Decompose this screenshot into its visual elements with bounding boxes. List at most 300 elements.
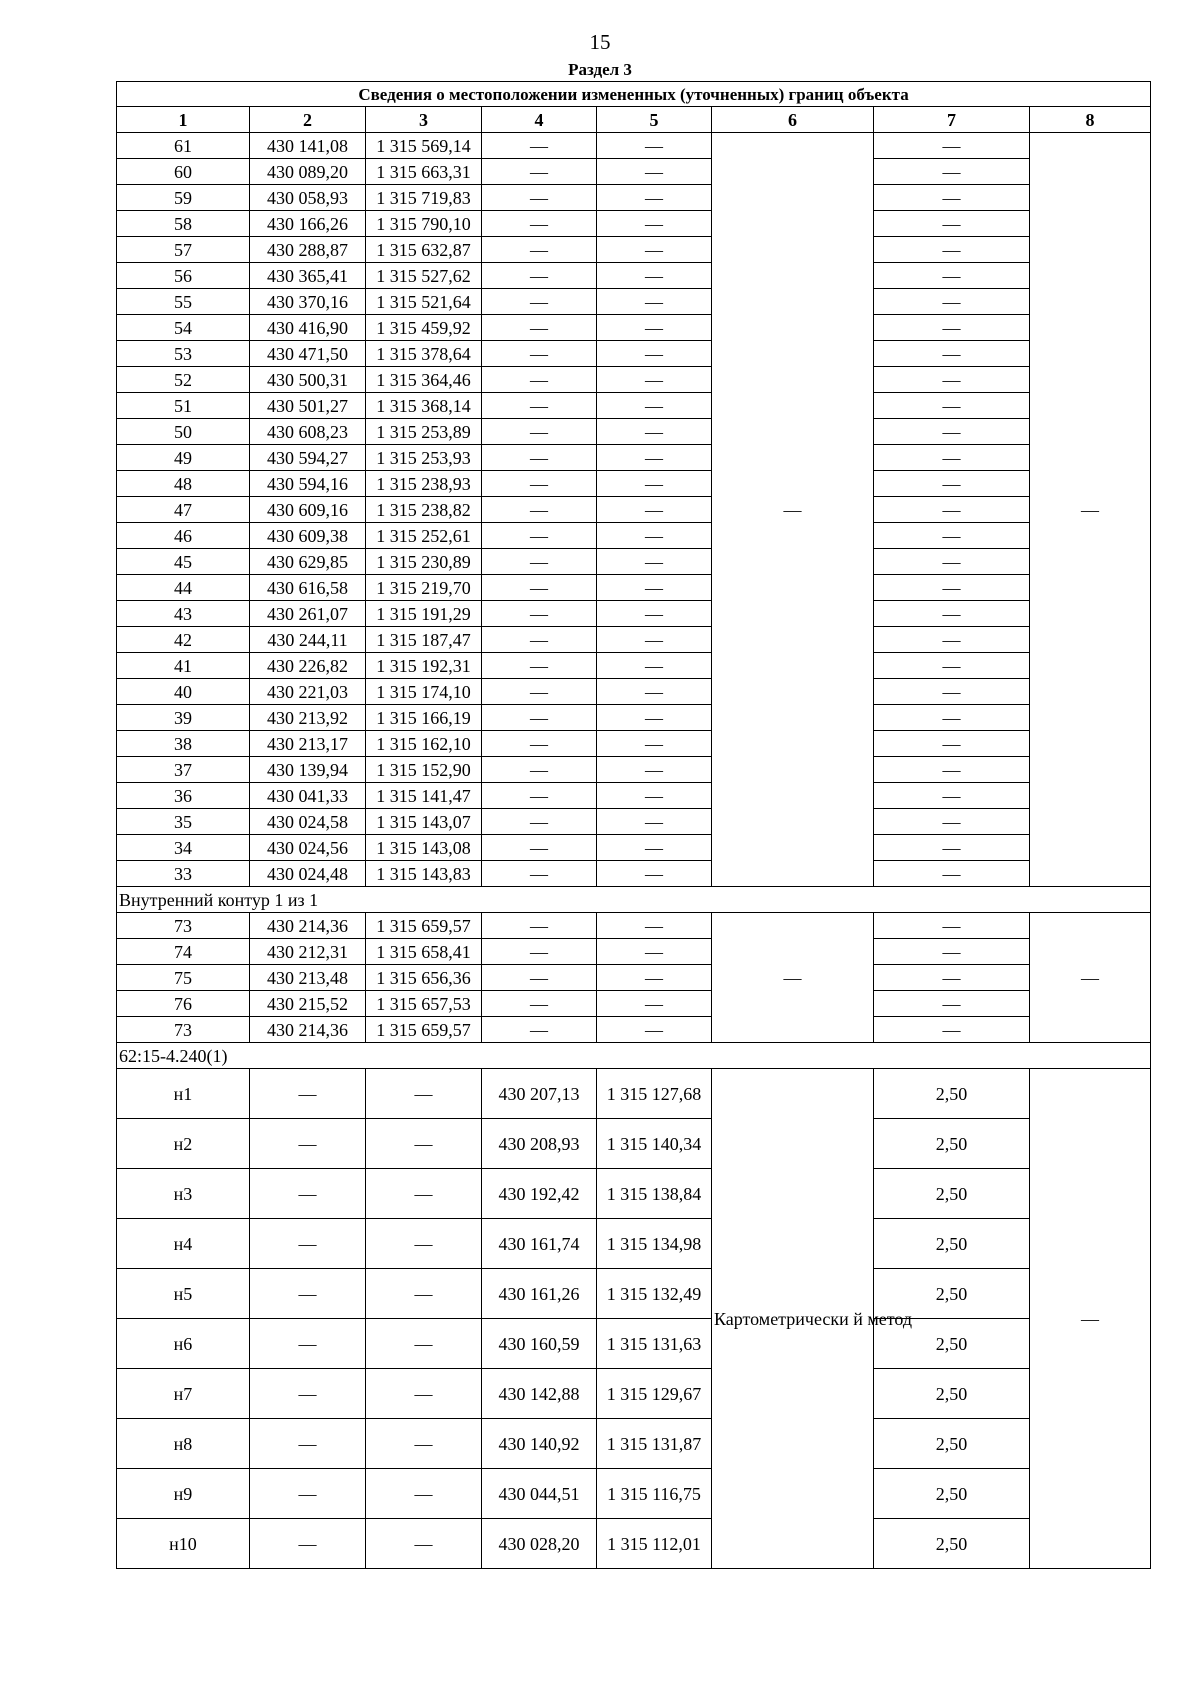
new-y-dash: — [597, 679, 712, 705]
new-y-dash: — [597, 393, 712, 419]
new-x-dash: — [482, 471, 597, 497]
table-row [117, 497, 1151, 523]
table-row [117, 185, 1151, 211]
old-y-dash: — [366, 1519, 482, 1569]
coordinate-y: 1 315 459,92 [366, 315, 482, 341]
point-number: н1 [117, 1069, 250, 1119]
accuracy-dash: — [874, 549, 1030, 575]
table-row [117, 393, 1151, 419]
coordinate-x: 430 024,58 [250, 809, 366, 835]
column-number-8: 8 [1030, 107, 1151, 133]
new-x-dash: — [482, 1017, 597, 1043]
point-number: 44 [117, 575, 250, 601]
accuracy-dash: — [874, 211, 1030, 237]
coordinate-x: 430 501,27 [250, 393, 366, 419]
point-number: 74 [117, 939, 250, 965]
old-x-dash: — [250, 1369, 366, 1419]
table-row [117, 757, 1151, 783]
new-y-dash: — [597, 1017, 712, 1043]
old-x-dash: — [250, 1269, 366, 1319]
column-number-4: 4 [482, 107, 597, 133]
new-coordinate-y: 1 315 140,34 [597, 1119, 712, 1169]
new-y-dash: — [597, 913, 712, 939]
coordinate-x: 430 215,52 [250, 991, 366, 1017]
accuracy-dash: — [874, 679, 1030, 705]
table-row [117, 263, 1151, 289]
table-row [117, 133, 1151, 159]
method-text: Картометрически й метод [712, 1069, 874, 1569]
new-x-dash: — [482, 263, 597, 289]
coordinate-x: 430 261,07 [250, 601, 366, 627]
new-y-dash: — [597, 367, 712, 393]
accuracy-dash: — [874, 471, 1030, 497]
new-y-dash: — [597, 653, 712, 679]
old-y-dash: — [366, 1119, 482, 1169]
new-x-dash: — [482, 159, 597, 185]
old-x-dash: — [250, 1119, 366, 1169]
new-x-dash: — [482, 653, 597, 679]
coordinate-x: 430 213,92 [250, 705, 366, 731]
coordinate-x: 430 609,16 [250, 497, 366, 523]
accuracy-dash: — [874, 627, 1030, 653]
point-number: 56 [117, 263, 250, 289]
new-y-dash: — [597, 549, 712, 575]
point-number: 47 [117, 497, 250, 523]
point-number: 58 [117, 211, 250, 237]
coordinate-x: 430 213,48 [250, 965, 366, 991]
table-row [117, 653, 1151, 679]
coordinate-y: 1 315 143,08 [366, 835, 482, 861]
point-number: 35 [117, 809, 250, 835]
coordinate-x: 430 213,17 [250, 731, 366, 757]
old-x-dash: — [250, 1219, 366, 1269]
new-y-dash: — [597, 445, 712, 471]
description-dash: — [1030, 1069, 1151, 1569]
accuracy-dash: — [874, 523, 1030, 549]
new-x-dash: — [482, 315, 597, 341]
new-x-dash: — [482, 835, 597, 861]
new-y-dash: — [597, 835, 712, 861]
table-row [117, 445, 1151, 471]
new-x-dash: — [482, 367, 597, 393]
new-x-dash: — [482, 237, 597, 263]
new-x-dash: — [482, 185, 597, 211]
old-x-dash: — [250, 1469, 366, 1519]
point-number: 75 [117, 965, 250, 991]
point-number: н3 [117, 1169, 250, 1219]
table-heading: Сведения о местоположении измененных (уточненных) границ объекта [117, 82, 1151, 107]
point-number: н7 [117, 1369, 250, 1419]
column-number-3: 3 [366, 107, 482, 133]
point-number: н4 [117, 1219, 250, 1269]
coordinate-y: 1 315 719,83 [366, 185, 482, 211]
table-row [117, 575, 1151, 601]
point-number: н10 [117, 1519, 250, 1569]
coordinate-y: 1 315 658,41 [366, 939, 482, 965]
accuracy-dash: — [874, 757, 1030, 783]
point-number: 46 [117, 523, 250, 549]
accuracy-dash: — [874, 237, 1030, 263]
method-dash: — [712, 913, 874, 1043]
accuracy-dash: — [874, 575, 1030, 601]
point-number: 51 [117, 393, 250, 419]
coordinate-y: 1 315 659,57 [366, 913, 482, 939]
table-row [117, 809, 1151, 835]
point-number: 50 [117, 419, 250, 445]
new-coordinate-x: 430 160,59 [482, 1319, 597, 1369]
coordinate-y: 1 315 253,89 [366, 419, 482, 445]
new-x-dash: — [482, 289, 597, 315]
new-coordinate-y: 1 315 131,87 [597, 1419, 712, 1469]
coordinate-x: 430 058,93 [250, 185, 366, 211]
accuracy-dash: — [874, 341, 1030, 367]
accuracy-value: 2,50 [874, 1369, 1030, 1419]
coordinate-y: 1 315 141,47 [366, 783, 482, 809]
point-number: 76 [117, 991, 250, 1017]
table-row [117, 783, 1151, 809]
point-number: 41 [117, 653, 250, 679]
new-y-dash: — [597, 601, 712, 627]
column-number-2: 2 [250, 107, 366, 133]
new-x-dash: — [482, 731, 597, 757]
column-number-7: 7 [874, 107, 1030, 133]
accuracy-dash: — [874, 861, 1030, 887]
coordinate-y: 1 315 656,36 [366, 965, 482, 991]
column-number-5: 5 [597, 107, 712, 133]
coordinate-x: 430 609,38 [250, 523, 366, 549]
accuracy-dash: — [874, 263, 1030, 289]
accuracy-dash: — [874, 705, 1030, 731]
accuracy-dash: — [874, 419, 1030, 445]
coordinate-x: 430 370,16 [250, 289, 366, 315]
new-y-dash: — [597, 341, 712, 367]
new-x-dash: — [482, 341, 597, 367]
table-row [117, 1369, 1151, 1419]
accuracy-dash: — [874, 965, 1030, 991]
point-number: 60 [117, 159, 250, 185]
table-row [117, 237, 1151, 263]
table-row [117, 939, 1151, 965]
point-number: 52 [117, 367, 250, 393]
table-row [117, 679, 1151, 705]
new-y-dash: — [597, 315, 712, 341]
accuracy-dash: — [874, 783, 1030, 809]
old-x-dash: — [250, 1069, 366, 1119]
accuracy-value: 2,50 [874, 1169, 1030, 1219]
point-number: 36 [117, 783, 250, 809]
new-y-dash: — [597, 263, 712, 289]
accuracy-value: 2,50 [874, 1069, 1030, 1119]
coordinate-x: 430 226,82 [250, 653, 366, 679]
coordinate-y: 1 315 166,19 [366, 705, 482, 731]
table-row [117, 315, 1151, 341]
table-row [117, 159, 1151, 185]
description-dash: — [1030, 913, 1151, 1043]
coordinate-x: 430 594,27 [250, 445, 366, 471]
table-row [117, 211, 1151, 237]
coordinate-y: 1 315 219,70 [366, 575, 482, 601]
new-y-dash: — [597, 523, 712, 549]
coordinate-x: 430 616,58 [250, 575, 366, 601]
table-row [117, 523, 1151, 549]
inner-contour-label: Внутренний контур 1 из 1 [117, 887, 1151, 913]
point-number: 38 [117, 731, 250, 757]
accuracy-value: 2,50 [874, 1219, 1030, 1269]
accuracy-dash: — [874, 939, 1030, 965]
method-dash: — [712, 133, 874, 887]
point-number: 42 [117, 627, 250, 653]
point-number: н8 [117, 1419, 250, 1469]
new-y-dash: — [597, 627, 712, 653]
coordinate-y: 1 315 663,31 [366, 159, 482, 185]
coordinate-x: 430 471,50 [250, 341, 366, 367]
new-coordinate-x: 430 044,51 [482, 1469, 597, 1519]
coordinate-x: 430 139,94 [250, 757, 366, 783]
coordinate-y: 1 315 152,90 [366, 757, 482, 783]
new-x-dash: — [482, 549, 597, 575]
new-x-dash: — [482, 523, 597, 549]
table-row [117, 1069, 1151, 1119]
coordinate-x: 430 244,11 [250, 627, 366, 653]
table-row [117, 1219, 1151, 1269]
accuracy-dash: — [874, 315, 1030, 341]
coordinate-y: 1 315 238,93 [366, 471, 482, 497]
new-y-dash: — [597, 211, 712, 237]
table-row [117, 471, 1151, 497]
old-y-dash: — [366, 1319, 482, 1369]
new-coordinate-y: 1 315 132,49 [597, 1269, 712, 1319]
point-number: 61 [117, 133, 250, 159]
new-y-dash: — [597, 575, 712, 601]
new-coordinate-x: 430 142,88 [482, 1369, 597, 1419]
coordinate-x: 430 500,31 [250, 367, 366, 393]
point-number: н2 [117, 1119, 250, 1169]
accuracy-value: 2,50 [874, 1469, 1030, 1519]
old-y-dash: — [366, 1169, 482, 1219]
coordinate-y: 1 315 364,46 [366, 367, 482, 393]
table-row [117, 627, 1151, 653]
point-number: 39 [117, 705, 250, 731]
coordinate-y: 1 315 527,62 [366, 263, 482, 289]
old-y-dash: — [366, 1469, 482, 1519]
new-coordinate-y: 1 315 112,01 [597, 1519, 712, 1569]
point-number: 73 [117, 1017, 250, 1043]
old-x-dash: — [250, 1319, 366, 1369]
new-y-dash: — [597, 705, 712, 731]
new-x-dash: — [482, 133, 597, 159]
parcel-label: 62:15-4.240(1) [117, 1043, 1151, 1069]
point-number: 73 [117, 913, 250, 939]
accuracy-value: 2,50 [874, 1119, 1030, 1169]
boundary-coordinates-table [116, 81, 1151, 1569]
point-number: 34 [117, 835, 250, 861]
table-row [117, 1319, 1151, 1369]
new-coordinate-x: 430 208,93 [482, 1119, 597, 1169]
new-x-dash: — [482, 445, 597, 471]
coordinate-x: 430 024,56 [250, 835, 366, 861]
point-number: н9 [117, 1469, 250, 1519]
coordinate-x: 430 166,26 [250, 211, 366, 237]
table-row [117, 1169, 1151, 1219]
new-x-dash: — [482, 419, 597, 445]
accuracy-dash: — [874, 289, 1030, 315]
accuracy-value: 2,50 [874, 1519, 1030, 1569]
table-row [117, 913, 1151, 939]
point-number: 57 [117, 237, 250, 263]
point-number: н6 [117, 1319, 250, 1369]
old-y-dash: — [366, 1069, 482, 1119]
new-y-dash: — [597, 991, 712, 1017]
coordinate-x: 430 365,41 [250, 263, 366, 289]
coordinate-x: 430 041,33 [250, 783, 366, 809]
new-y-dash: — [597, 965, 712, 991]
coordinate-y: 1 315 143,07 [366, 809, 482, 835]
new-x-dash: — [482, 861, 597, 887]
table-row [117, 861, 1151, 887]
coordinate-y: 1 315 657,53 [366, 991, 482, 1017]
new-x-dash: — [482, 965, 597, 991]
new-x-dash: — [482, 913, 597, 939]
accuracy-dash: — [874, 185, 1030, 211]
new-x-dash: — [482, 809, 597, 835]
coordinate-x: 430 089,20 [250, 159, 366, 185]
new-coordinate-x: 430 207,13 [482, 1069, 597, 1119]
coordinate-x: 430 221,03 [250, 679, 366, 705]
new-coordinate-x: 430 140,92 [482, 1419, 597, 1469]
table-row [117, 1269, 1151, 1319]
coordinate-x: 430 212,31 [250, 939, 366, 965]
point-number: 59 [117, 185, 250, 211]
coordinate-y: 1 315 632,87 [366, 237, 482, 263]
point-number: 55 [117, 289, 250, 315]
table-row [117, 965, 1151, 991]
table-row [117, 367, 1151, 393]
accuracy-dash: — [874, 991, 1030, 1017]
section-title: Раздел 3 [568, 60, 632, 79]
accuracy-value: 2,50 [874, 1319, 1030, 1369]
accuracy-dash: — [874, 653, 1030, 679]
old-y-dash: — [366, 1269, 482, 1319]
accuracy-dash: — [874, 445, 1030, 471]
coordinate-y: 1 315 192,31 [366, 653, 482, 679]
coordinate-y: 1 315 143,83 [366, 861, 482, 887]
point-number: 48 [117, 471, 250, 497]
coordinate-x: 430 594,16 [250, 471, 366, 497]
table-row [117, 1469, 1151, 1519]
coordinate-x: 430 141,08 [250, 133, 366, 159]
accuracy-dash: — [874, 601, 1030, 627]
new-x-dash: — [482, 211, 597, 237]
accuracy-dash: — [874, 835, 1030, 861]
new-y-dash: — [597, 289, 712, 315]
new-y-dash: — [597, 757, 712, 783]
accuracy-dash: — [874, 913, 1030, 939]
coordinate-y: 1 315 253,93 [366, 445, 482, 471]
old-y-dash: — [366, 1369, 482, 1419]
new-coordinate-y: 1 315 131,63 [597, 1319, 712, 1369]
point-number: н5 [117, 1269, 250, 1319]
table-row [117, 1419, 1151, 1469]
new-coordinate-y: 1 315 127,68 [597, 1069, 712, 1119]
coordinate-y: 1 315 368,14 [366, 393, 482, 419]
accuracy-dash: — [874, 497, 1030, 523]
new-coordinate-x: 430 192,42 [482, 1169, 597, 1219]
column-number-6: 6 [712, 107, 874, 133]
point-number: 40 [117, 679, 250, 705]
coordinate-y: 1 315 187,47 [366, 627, 482, 653]
old-x-dash: — [250, 1519, 366, 1569]
new-x-dash: — [482, 575, 597, 601]
point-number: 33 [117, 861, 250, 887]
new-y-dash: — [597, 159, 712, 185]
coordinate-x: 430 214,36 [250, 913, 366, 939]
new-y-dash: — [597, 731, 712, 757]
coordinate-y: 1 315 378,64 [366, 341, 482, 367]
new-x-dash: — [482, 939, 597, 965]
accuracy-dash: — [874, 367, 1030, 393]
coordinate-x: 430 214,36 [250, 1017, 366, 1043]
coordinate-x: 430 024,48 [250, 861, 366, 887]
new-x-dash: — [482, 783, 597, 809]
new-x-dash: — [482, 705, 597, 731]
new-y-dash: — [597, 185, 712, 211]
new-coordinate-x: 430 028,20 [482, 1519, 597, 1569]
accuracy-dash: — [874, 731, 1030, 757]
new-coordinate-y: 1 315 116,75 [597, 1469, 712, 1519]
new-y-dash: — [597, 783, 712, 809]
new-y-dash: — [597, 861, 712, 887]
new-y-dash: — [597, 809, 712, 835]
coordinate-y: 1 315 162,10 [366, 731, 482, 757]
new-coordinate-x: 430 161,74 [482, 1219, 597, 1269]
table-row [117, 731, 1151, 757]
table-row [117, 289, 1151, 315]
new-coordinate-y: 1 315 134,98 [597, 1219, 712, 1269]
coordinate-y: 1 315 521,64 [366, 289, 482, 315]
old-y-dash: — [366, 1219, 482, 1269]
description-dash: — [1030, 133, 1151, 887]
page-number: 15 [589, 30, 611, 54]
table-row [117, 1017, 1151, 1043]
accuracy-dash: — [874, 159, 1030, 185]
accuracy-dash: — [874, 1017, 1030, 1043]
coordinate-y: 1 315 252,61 [366, 523, 482, 549]
accuracy-value: 2,50 [874, 1419, 1030, 1469]
coordinate-y: 1 315 230,89 [366, 549, 482, 575]
coordinate-y: 1 315 191,29 [366, 601, 482, 627]
new-x-dash: — [482, 393, 597, 419]
new-x-dash: — [482, 627, 597, 653]
accuracy-dash: — [874, 809, 1030, 835]
coordinate-x: 430 608,23 [250, 419, 366, 445]
coordinate-y: 1 315 174,10 [366, 679, 482, 705]
new-coordinate-y: 1 315 129,67 [597, 1369, 712, 1419]
table-row [117, 341, 1151, 367]
point-number: 45 [117, 549, 250, 575]
new-y-dash: — [597, 237, 712, 263]
coordinate-y: 1 315 238,82 [366, 497, 482, 523]
accuracy-value: 2,50 [874, 1269, 1030, 1319]
table-row [117, 991, 1151, 1017]
column-number-1: 1 [117, 107, 250, 133]
new-x-dash: — [482, 497, 597, 523]
new-y-dash: — [597, 419, 712, 445]
point-number: 37 [117, 757, 250, 783]
coordinate-x: 430 288,87 [250, 237, 366, 263]
new-x-dash: — [482, 757, 597, 783]
table-row [117, 835, 1151, 861]
new-y-dash: — [597, 471, 712, 497]
